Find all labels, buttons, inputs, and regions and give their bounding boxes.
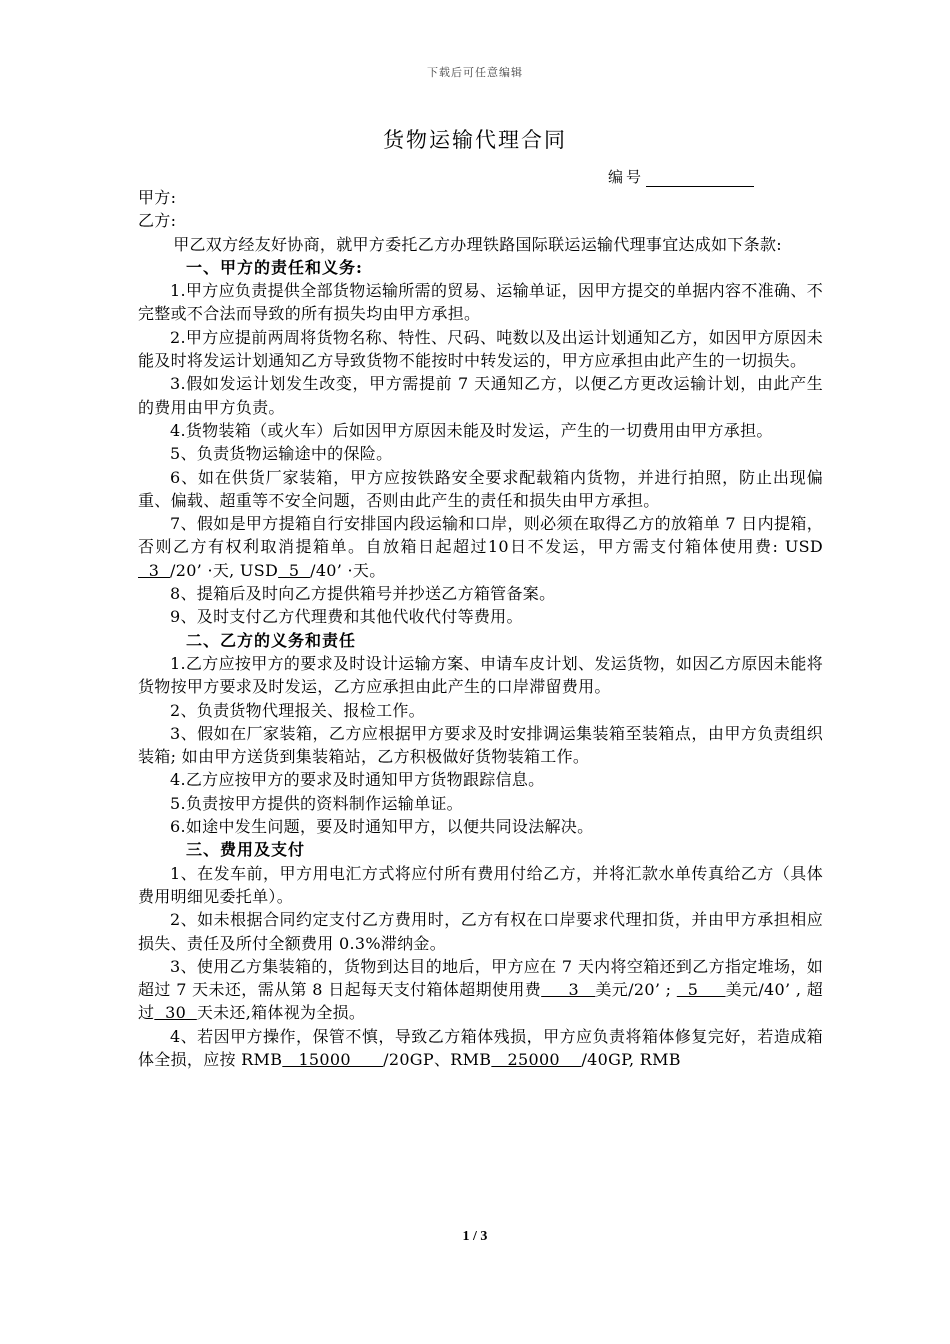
s3-clause-2: 2、如未根据合同约定支付乙方费用时，乙方有权在口岸要求代理扣货，并由甲方承担相应损失、责任及所付全额费用 0.3%滞纳金。 [138,910,823,953]
s1-clause-4: 4.货物装箱（或火车）后如因甲方原因未能及时发运，产生的一切费用由甲方承担。 [170,420,773,440]
s3-clause-4-text-a: 4、若因甲方操作，保管不慎，导致乙方箱体残损，甲方应负责将箱体修复完好，若造成箱体全损，应按 RMB [138,1026,823,1069]
party-b: 乙方: [138,211,177,231]
s3-clause-3-text-d: 天未还,箱体视为全损。 [196,1003,366,1023]
s2-clause-6: 6.如途中发生问题，要及时通知甲方，以便共同设法解决。 [170,817,594,837]
s1-clause-2: 2.甲方应提前两周将货物名称、特性、尺码、吨数以及出运计划通知乙方，如因甲方原因未能及时将发运计划通知乙方导致货物不能按时中转发运的，甲方应承担由此产生的一切损失。 [138,327,823,371]
s3-clause-4-text-b: /20GP、RMB [383,1049,492,1069]
overdue-fee-20ft: 3 [541,980,596,1000]
section-3-heading: 三、费用及支付 [186,840,306,860]
s2-clause-3: 3、假如在厂家装箱，乙方应根据甲方要求及时安排调运集装箱至装箱点，由甲方负责组织装箱; 如由甲方送货到集装箱站，乙方积极做好货物装箱工作。 [138,723,823,767]
page-number: 1 / 3 [462,1229,488,1244]
overdue-days: 30 [154,1003,197,1023]
s1-clause-7-text-c: /40’ ·天。 [310,560,386,580]
s1-clause-7-text-b: /20’ ·天, USD [170,560,279,580]
s2-clause-5: 5.负责按甲方提供的资料制作运输单证。 [170,793,463,813]
s3-clause-1: 1、在发车前，甲方用电汇方式将应付所有费用付给乙方，并将汇款水单传真给乙方（具体费用明细见委托单）。 [138,863,823,906]
s1-clause-1: 1.甲方应负责提供全部货物运输所需的贸易、运输单证，因甲方提交的单据内容不准确、不完整或不合法而导致的所有损失均由甲方承担。 [138,281,823,324]
loss-value-40gp: 25000 [491,1049,582,1069]
s2-clause-2: 2、负责货物代理报关、报检工作。 [170,700,425,720]
s3-clause-3-text-b: 美元/20’ ; [595,980,677,1000]
loss-value-20gp: 15000 [282,1049,384,1069]
s1-clause-8: 8、提箱后及时向乙方提供箱号并抄送乙方箱管备案。 [170,584,556,604]
document-title: 货物运输代理合同 [383,128,567,152]
s1-clause-3: 3.假如发运计划发生改变，甲方需提前 7 天通知乙方，以便乙方更改运输计划，由此产生的费用由甲方负责。 [138,374,823,417]
s1-clause-7 [138,512,823,582]
section-1-heading: 一、甲方的责任和义务: [186,257,363,277]
s1-clause-7-text-a: 7、假如是甲方提箱自行安排国内段运输和口岸，则必须在取得乙方的放箱单 7 日内提箱，否则乙方有权利取消提箱单。自放箱日起超过10日不发运，甲方需支付箱体使用费: USD [138,514,823,557]
s3-clause-3 [138,955,823,1025]
s2-clause-1: 1.乙方应按甲方的要求及时设计运输方案、申请车皮计划、发运货物，如因乙方原因未能将货物按甲方要求及时发运，乙方应承担由此产生的口岸滞留费用。 [138,653,823,697]
contract-number-label: 编号 [608,168,645,186]
header-note: 下载后可任意编辑 [427,66,523,79]
intro-paragraph: 甲乙双方经友好协商，就甲方委托乙方办理铁路国际联运运输代理事宜达成如下条款: [173,234,782,254]
s3-clause-4 [138,1025,823,1072]
section-2-heading: 二、乙方的义务和责任 [186,630,357,650]
s3-clause-3-text-c: 美元/40’ , 超过 [138,980,823,1023]
s2-clause-4: 4.乙方应按甲方的要求及时通知甲方货物跟踪信息。 [170,770,545,790]
s3-clause-4-text-c: /40GP, RMB [581,1049,681,1069]
contract-number [608,166,754,187]
s3-clause-3-text-a: 3、使用乙方集装箱的，货物到达目的地后，甲方应在 7 天内将空箱还到乙方指定堆场，如超过 7 天未还，需从第 8 日起每天支付箱体超期使用费 [138,956,823,1000]
fee-40ft-usd: 5 [278,560,311,580]
contract-number-blank [646,172,754,187]
s1-clause-6: 6、如在供货厂家装箱，甲方应按铁路安全要求配载箱内货物，并进行拍照，防止出现偏重、偏载、超重等不安全问题，否则由此产生的责任和损失由甲方承担。 [138,467,823,510]
overdue-fee-40ft: 5 [676,980,726,1000]
contract-body [138,186,823,1071]
s1-clause-5: 5、负责货物运输途中的保险。 [170,444,393,464]
s1-clause-9: 9、及时支付乙方代理费和其他代收代付等费用。 [170,607,523,627]
party-a: 甲方: [138,188,177,207]
fee-20ft-usd: 3 [138,560,171,580]
